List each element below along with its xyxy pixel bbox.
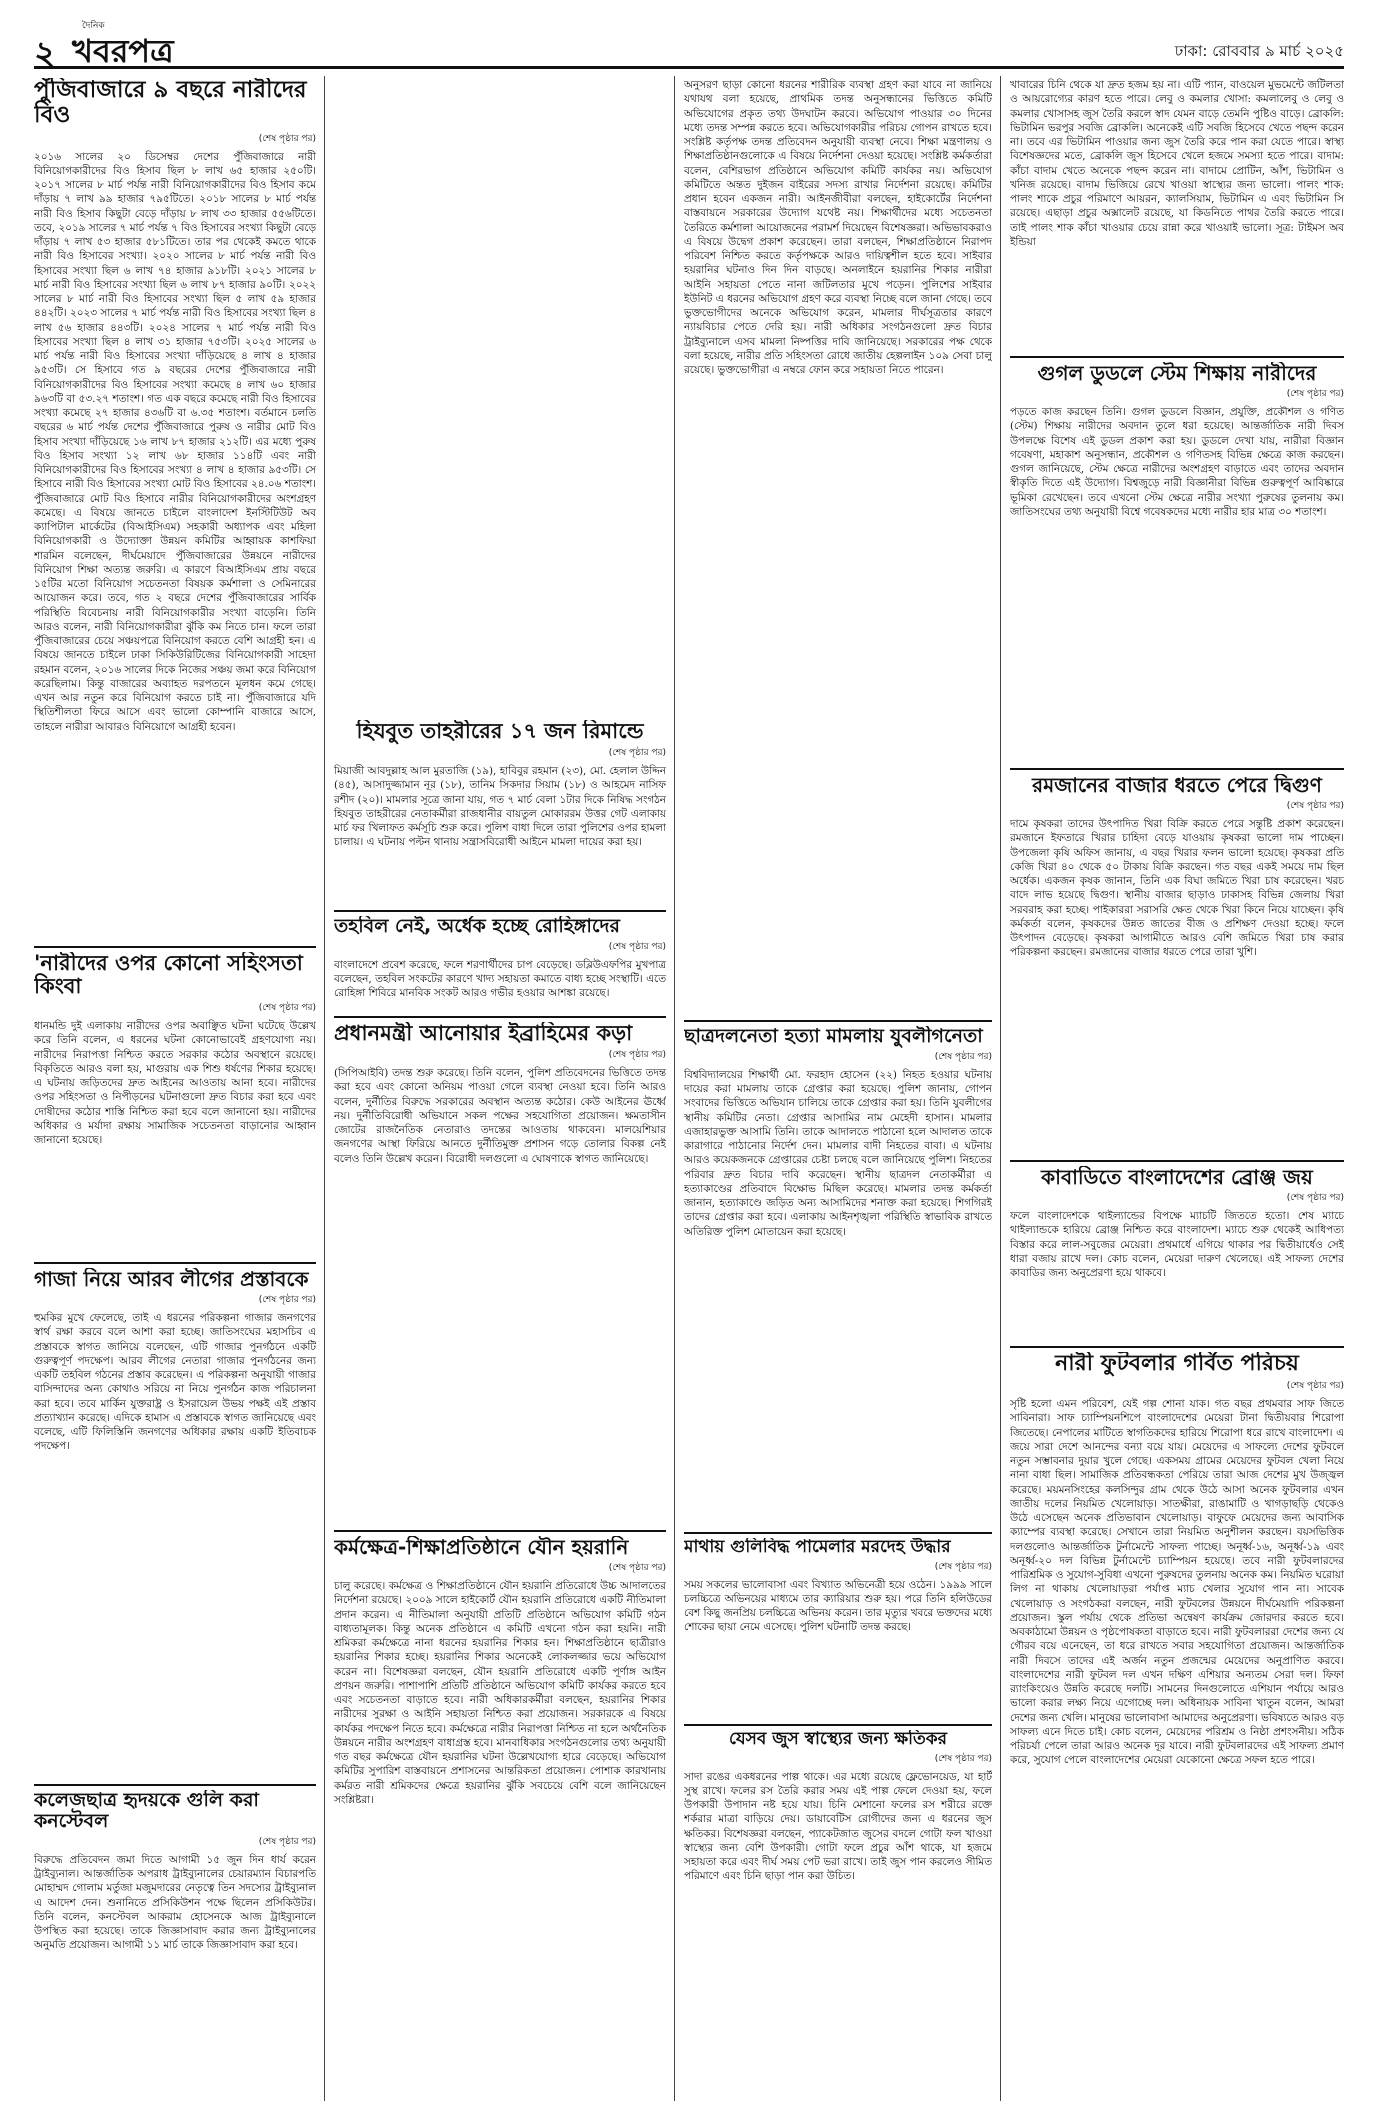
headline: প্রধানমন্ত্রী আনোয়ার ইব্রাহিমের কড়া xyxy=(334,1022,633,1045)
article-football xyxy=(1010,1352,1344,2100)
article-ramadan xyxy=(1010,774,1344,1154)
article-divider xyxy=(334,1016,666,1018)
headline: কাবাডিতে বাংলাদেশের ব্রোঞ্জ জয় xyxy=(1041,1166,1313,1189)
headline: গুগল ডুডলে স্টেম শিক্ষায় নারীদের xyxy=(1037,362,1317,385)
article-body: ২০১৬ সালের ২০ ডিসেম্বর দেশের পুঁজিবাজারে নারী বিনিয়োগকারীদের বিও হিসাব ছিল ৮ লাখ ৬৫ হাজার ২৫০টি। ২০১৭ সালের ৮ মার্চ পর্যন্ত নারী বিনিয়োগকারীদের বিও হিসাব কমে দাঁড়ায় ৭ লাখ ৯৯ হাজার ৭৯৫টিতে। ২০১৮ সালের ৮ মার্চ পর্যন্ত নারী বিও হিসাব কিছুটা বেড়ে দাঁড়ায় ৮ লাখ ৩৩ হাজার ৫৫৬টিতে। তবে, ২০১৯ সালের ৭ মার্চ পর্যন্ত ৭ বিও হিসাবের সংখ্যা কিছুটা বেড়ে দাঁড়ায় ৭ লাখ ৫৩ হাজার ৫৮১টিতে। তার পর থেকেই কমতে থাকে নারী বিও হিসাবের সংখ্যা। ২০২০ সালের ৮ মার্চ পর্যন্ত নারী বিও হিসাবের সংখ্যা ছিল ৬ লাখ ৭৪ হাজার ৯১৮টি। ২০২১ সালের ৮ মার্চ নারী বিও হিসাবের সংখ্যা ছিল ৬ লাখ ৮৭ হাজার ৯০টি। ২০২২ সালের ৮ মার্চ নারী বিও হিসাবের সংখ্যা ছিল ৫ লাখ ৫৯ হাজার ৪৪২টি। ২০২৩ সালের ৭ মার্চ পর্যন্ত নারী বিও হিসাবের সংখ্যা ছিল ৪ লাখ ৫৬ হাজার ৪৪৩টি। ২০২৪ সালের ৭ মার্চ পর্যন্ত নারী বিও হিসাবের সংখ্যা ছিল ৪ লাখ ৩১ হাজার ৭৫৩টি। ২০২৫ সালের ৬ মার্চ পর্যন্ত নারী বিও হিসাবের সংখ্যা দাঁড়িয়েছে ৪ লাখ ৪ হাজার ৯৫৩টি। সে হিসাবে গত ৯ বছরের দেশের পুঁজিবাজারে নারী বিনিয়োগকারীদের বিও হিসাবের সংখ্যা কমেছে ৪ লাখ ৬০ হাজার ৯৬৩টি বা ৫৩.২৭ শতাংশ। গত এক বছরে কমেছে নারী বিও হিসাবের সংখ্যা কমেছে ২৭ হাজার ৪৩৬টি বা ৬.৩৫ শতাংশ। বর্তমানে চলতি বছরের ৬ মার্চ পর্যন্ত দেশের পুঁজিবাজারে পুরুষ ও নারীর মোট বিও হিসাব সংখ্যা দাঁড়িয়েছে ১৬ লাখ ৮৭ হাজার ২১২টি। এর মধ্যে পুরুষ বিও হিসাব সংখ্যা ১২ লাখ ৬৮ হাজার ১১৪টি এবং নারী বিনিয়োগকারীদের বিও হিসাবের সংখ্যা ৪ লাখ ৪ হাজার ৯৫৩টি। সে হিসাবে নারী বিও হিসাবের সংখ্যা মোট বিও হিসাবের ২৪.০৬ শতাংশ। পুঁজিবাজারে মোট বিও হিসাবে নারীর বিনিয়োগকারীদের অংশগ্রহণ কমেছে। এ বিষয়ে জানতে চাইলে বাংলাদেশ ইনস্টিটিউট অব ক্যাপিটাল মার্কেটের (বিআইসিএম) সহকারী অধ্যাপক এবং মহিলা বিনিয়োগকারী ও উদ্যোক্তা উন্নয়ন কমিটির আহ্বায়ক কাশফিয়া শারমিন বলেছেন, দীর্ঘমেয়াদে পুঁজিবাজারের উন্নয়নে নারীদের বিনিয়োগ শিক্ষা অত্যন্ত জরুরি। এ কারণে বিআইসিএম প্রায় বছরে ১৫টির মতো বিনিয়োগ সচেতনতা বিষয়ক কর্মশালা ও সেমিনারের আয়োজন করে। তবে, গত ২ বছরে দেশের পুঁজিবাজারের সার্বিক পরিস্থিতি বিবেচনায় নারী বিনিয়োগকারীর সংখ্যা বাড়েনি। তিনি আরও বলেন, নারী বিনিয়োগকারীরা ঝুঁকি কম নিতে চান। ফলে তারা পুঁজিবাজারের চেয়ে সঞ্চয়পত্রে বিনিয়োগ করতে বেশি আগ্রহী হন। এ বিষয়ে জানতে চাইলে ঢাকা সিকিউরিটিজের বিনিয়োগকারী সাহেদা রহমান বলেন, ২০১৬ সালের দিকে নিজের সঞ্চয় জমা করে বিনিয়োগ করেছিলাম। কিন্তু বাজারের অব্যাহত দরপতনে মূলধন কমে গেছে। এখন আর নতুন করে বিনিয়োগ করতে চাই না। পুঁজিবাজারে যদি স্থিতিশীলতা ফিরে আসে এবং ভালো কোম্পানি বাজারে আসে, তাহলে নারীরা আবারও বিনিয়োগে আগ্রহী হবেন। xyxy=(34,150,316,733)
headline: পুঁজিবাজারে ৯ বছরে নারীদের বিও xyxy=(34,78,307,129)
article-body: সময় সকলের ভালোবাসা এবং বিখ্যাত অভিনেত্রী হয়ে ওঠেন। ১৯৯৯ সালে চলচ্চিত্রে অভিনয়ের মাধ্যমে তার ক্যারিয়ার শুরু হয়। পরে তিনি হলিউডের বেশ কিছু জনপ্রিয় চলচ্চিত্রে অভিনয় করেন। তার মৃত্যুর খবরে ভক্তদের মধ্যে শোকের ছায়া নেমে এসেছে। পুলিশ ঘটনাটি তদন্ত করছে। xyxy=(684,1578,992,1634)
article-body: সাদা রঙের একধরনের পাল্প থাকে। এর মধ্যে রয়েছে ফ্লেভোনয়েড, যা হার্ট সুস্থ রাখে। ফলের রস তৈরি করার সময় এই পাল্প ফেলে দেওয়া হয়, ফলে উপকারী উপাদান নষ্ট হয়ে যায়। চিনি মেশানো ফলের রস শরীরে রক্তে শর্করার মাত্রা বাড়িয়ে দেয়। ডায়াবেটিস রোগীদের জন্য এ ধরনের জুস ক্ষতিকর। বিশেষজ্ঞরা বলছেন, প্যাকেটজাত জুসের বদলে গোটা ফল খাওয়া স্বাস্থ্যের জন্য বেশি উপকারী। গোটা ফলে প্রচুর আঁশ থাকে, যা হজমে সহায়তা করে এবং দীর্ঘ সময় পেট ভরা রাখে। তাই জুস পান করলেও সীমিত পরিমাণে এবং চিনি ছাড়া পান করা উচিত। xyxy=(684,1770,992,1883)
continued-label: (শেষ পৃষ্ঠার পর) xyxy=(608,1563,666,1573)
article-pamela xyxy=(684,1538,992,1718)
masthead xyxy=(34,21,1344,74)
article-divider xyxy=(684,1020,992,1022)
paper-logo: খবরপত্র xyxy=(72,32,174,70)
article-divider xyxy=(1010,356,1344,358)
article-body: সৃষ্টি হলো এমন পরিবেশ, যেই গল্প শোনা যাক। গত বছর প্রথমবার সাফ জিতে সাবিনারা। সাফ চ্যাম্পিয়নশিপে বাংলাদেশের মেয়েরা টানা দ্বিতীয়বার শিরোপা জিতেছে। নেপালের মাটিতে স্বাগতিকদের হারিয়ে শিরোপা ধরে রাখে বাংলাদেশ। এ জয়ে সারা দেশে আনন্দের বন্যা বয়ে যায়। মেয়েদের এ সাফল্যে দেশের ফুটবলে নতুন সম্ভাবনার দুয়ার খুলে গেছে। একসময় গ্রামের মেয়েদের ফুটবল খেলা নিয়ে নানা বাধা ছিল। সামাজিক প্রতিবন্ধকতা পেরিয়ে তারা আজ দেশের মুখ উজ্জ্বল করেছে। ময়মনসিংহের কলসিন্দুর গ্রাম থেকে উঠে আসা অনেক ফুটবলার এখন জাতীয় দলের নিয়মিত খেলোয়াড়। সাতক্ষীরা, রাঙামাটি ও খাগড়াছড়ি থেকেও উঠে এসেছেন অনেক প্রতিভাবান খেলোয়াড়। বাফুফে মেয়েদের জন্য আবাসিক ক্যাম্পের ব্যবস্থা করেছে। সেখানে তারা নিয়মিত অনুশীলন করছেন। বয়সভিত্তিক দলগুলোও আন্তর্জাতিক টুর্নামেন্টে সাফল্য পাচ্ছে। অনূর্ধ্ব-১৬, অনূর্ধ্ব-১৯ এবং অনূর্ধ্ব-২০ দল বিভিন্ন টুর্নামেন্টে চ্যাম্পিয়ন হয়েছে। তবে নারী ফুটবলারদের পারিশ্রমিক ও সুযোগ-সুবিধা এখনো পুরুষদের তুলনায় অনেক কম। নিয়মিত ঘরোয়া লিগ না থাকায় খেলোয়াড়রা পর্যাপ্ত ম্যাচ খেলার সুযোগ পান না। সাবেক খেলোয়াড় ও সংগঠকরা বলছেন, নারী ফুটবলের উন্নয়নে দীর্ঘমেয়াদি পরিকল্পনা প্রয়োজন। স্কুল পর্যায় থেকে প্রতিভা অন্বেষণ কার্যক্রম জোরদার করতে হবে। অবকাঠামো উন্নয়ন ও পৃষ্ঠপোষকতা বাড়াতে হবে। নারী ফুটবলাররা দেশের জন্য যে গৌরব বয়ে এনেছেন, তা ধরে রাখতে সবার সহযোগিতা প্রয়োজন। আন্তর্জাতিক নারী দিবসে তাদের এই অর্জন নতুন প্রজন্মের মেয়েদের অনুপ্রাণিত করবে। বাংলাদেশের নারী ফুটবল দল এখন দক্ষিণ এশিয়ার অন্যতম সেরা দল। ফিফা র‌্যাংকিংয়েও উন্নতি করেছে দলটি। সামনের দিনগুলোতে এশিয়ান পর্যায়ে আরও ভালো করার লক্ষ্য নিয়ে এগোচ্ছে দল। অধিনায়ক সাবিনা খাতুন বলেন, আমরা দেশের জন্য খেলি। মানুষের ভালোবাসা আমাদের অনুপ্রেরণা। ভবিষ্যতে আরও বড় সাফল্য এনে দিতে চাই। কোচ বলেন, মেয়েদের পরিশ্রম ও নিষ্ঠা প্রশংসনীয়। সঠিক পরিচর্যা পেলে তারা আরও অনেক দূর যাবে। নারী ফুটবলারদের এই সাফল্য প্রমাণ করে, সুযোগ পেলে বাংলাদেশের মেয়েরা যেকোনো ক্ষেত্রে সফল হতে পারে। xyxy=(1010,1398,1344,1767)
article-divider xyxy=(1010,768,1344,770)
article-divider xyxy=(1010,1346,1344,1348)
article-divider xyxy=(334,910,666,912)
continued-label: (শেষ পৃষ্ঠার পর) xyxy=(1286,801,1344,811)
column-rule xyxy=(674,76,675,2101)
article-nutrition xyxy=(1010,78,1344,350)
headline: হিযবুত তাহরীরের ১৭ জন রিমান্ডে xyxy=(356,720,644,743)
continued-label: (শেষ পৃষ্ঠার পর) xyxy=(934,1753,992,1764)
article-body: ফলে বাংলাদেশকে থাইল্যান্ডের বিপক্ষে ম্যাচটি জিততে হতো। শেষ ম্যাচে থাইল্যান্ডকে হারিয়ে ব্রোঞ্জ নিশ্চিত করে বাংলাদেশ। ম্যাচে শুরু থেকেই আধিপত্য বিস্তার করে লাল-সবুজের মেয়েরা। প্রথমার্ধে এগিয়ে থাকার পর দ্বিতীয়ার্ধেও সেই ধারা বজায় রাখে দল। কোচ বলেন, মেয়েরা দারুণ খেলেছে। এই সাফল্য দেশের কাবাডির জন্য অনুপ্রেরণা হয়ে থাকবে। xyxy=(1010,1210,1344,1279)
article-divider xyxy=(684,1532,992,1534)
article-pm xyxy=(334,1022,666,1522)
article-college xyxy=(34,1790,316,2100)
headline: ছাত্রদলনেতা হত্যা মামলায় যুবলীগনেতা xyxy=(684,1026,983,1047)
article-body: (সিপিআইবি) তদন্ত শুরু করেছে। তিনি বলেন, পুলিশ প্রতিবেদনের ভিত্তিতে তদন্ত করা হবে এবং কোনো অনিয়ম পাওয়া গেলে ব্যবস্থা নেওয়া হবে। তিনি আরও বলেন, দুর্নীতির বিরুদ্ধে সরকারের অবস্থান অত্যন্ত কঠোর। কেউ আইনের ঊর্ধ্বে নয়। দুর্নীতিবিরোধী অভিযানে সকল পক্ষের সহযোগিতা প্রয়োজন। ক্ষমতাসীন জোটের রাজনৈতিক নেতারাও তদন্তের আওতায় থাকবেন। মালয়েশিয়ার জনগণের আস্থা ফিরিয়ে আনতে দুর্নীতিমুক্ত প্রশাসন গড়ে তোলার বিকল্প নেই বলেও তিনি উল্লেখ করেন। বিরোধী দলগুলো এ ঘোষণাকে স্বাগত জানিয়েছে। xyxy=(334,1067,666,1165)
headline: মাথায় গুলিবিদ্ধ পামেলার মরদেহ উদ্ধার xyxy=(684,1538,951,1557)
article-divider xyxy=(34,1784,316,1786)
headline: কলেজছাত্র হৃদয়কে গুলি করা কনস্টেবল xyxy=(34,1790,259,1832)
page-number: ২ xyxy=(34,34,57,74)
continued-label: (শেষ পৃষ্ঠার পর) xyxy=(608,748,666,759)
article-body: চালু করেছে। কর্মক্ষেত্র ও শিক্ষাপ্রতিষ্ঠানে যৌন হয়রানি প্রতিরোধে উচ্চ আদালতের নির্দেশনা রয়েছে। ২০০৯ সালে হাইকোর্ট যৌন হয়রানি প্রতিরোধে একটি নীতিমালা প্রদান করেন। এ নীতিমালা অনুযায়ী প্রতিটি প্রতিষ্ঠানে অভিযোগ কমিটি গঠন বাধ্যতামূলক। কিন্তু অনেক প্রতিষ্ঠানে এ কমিটি এখনো গঠন করা হয়নি। নারী শ্রমিকরা কর্মক্ষেত্রে নানা ধরনের হয়রানির শিকার হন। শিক্ষাপ্রতিষ্ঠানে ছাত্রীরাও হয়রানির শিকার হচ্ছে। হয়রানির শিকার অনেকেই লোকলজ্জার ভয়ে অভিযোগ করেন না। বিশেষজ্ঞরা বলছেন, যৌন হয়রানি প্রতিরোধে একটি পূর্ণাঙ্গ আইন প্রণয়ন জরুরি। পাশাপাশি প্রতিটি প্রতিষ্ঠানে অভিযোগ কমিটি কার্যকর করতে হবে এবং সচেতনতা বাড়াতে হবে। নারী অধিকারকর্মীরা বলছেন, হয়রানির শিকার নারীদের সুরক্ষা ও আইনি সহায়তা নিশ্চিত করা প্রয়োজন। সরকারকে এ বিষয়ে কার্যকর পদক্ষেপ নিতে হবে। কর্মক্ষেত্রে নারীর নিরাপত্তা নিশ্চিত না হলে অর্থনৈতিক উন্নয়নে নারীর অংশগ্রহণ বাধাগ্রস্ত হবে। মানবাধিকার সংগঠনগুলোর তথ্য অনুযায়ী গত বছর কর্মক্ষেত্রে যৌন হয়রানির ঘটনা উল্লেখযোগ্য হারে বেড়েছে। অভিযোগ কমিটির সুপারিশ বাস্তবায়নে প্রশাসনের আন্তরিকতা প্রয়োজন। পোশাক কারখানায় কর্মরত নারী শ্রমিকদের ক্ষেত্রে হয়রানির ঝুঁকি সবচেয়ে বেশি বলে জানিয়েছেন সংশ্লিষ্টরা। xyxy=(334,1580,666,1806)
article-body: অনুসরণ ছাড়া কোনো ধরনের শারীরিক ব্যবস্থা গ্রহণ করা যাবে না জানিয়ে যথাযথ বলা হয়েছে, প্রাথমিক তদন্ত অনুসন্ধানের ভিত্তিতে কমিটি অভিযোগের প্রকৃত তথ্য উদঘাটন করবে। অভিযোগ পাওয়ার ৩০ দিনের মধ্যে তদন্ত সম্পন্ন করতে হবে। অভিযোগকারীর পরিচয় গোপন রাখতে হবে। সংশ্লিষ্ট কর্তৃপক্ষ তদন্ত প্রতিবেদন অনুযায়ী ব্যবস্থা নেবে। শিক্ষা মন্ত্রণালয় ও শিক্ষাপ্রতিষ্ঠানগুলোকে এ বিষয়ে নির্দেশনা দেওয়া হয়েছে। সংশ্লিষ্ট কর্মকর্তারা বলেন, বেশিরভাগ প্রতিষ্ঠানে অভিযোগ কমিটি কার্যকর নয়। অভিযোগ কমিটিতে অন্তত দুইজন বাইরের সদস্য রাখার নির্দেশনা রয়েছে। কমিটির প্রধান হবেন একজন নারী। আইনজীবীরা বলছেন, হাইকোর্টের নির্দেশনা বাস্তবায়নে সরকারের উদ্যোগ যথেষ্ট নয়। শিক্ষার্থীদের মধ্যে সচেতনতা তৈরিতে কর্মশালা আয়োজনের পরামর্শ দিয়েছেন বিশেষজ্ঞরা। অভিভাবকরাও এ বিষয়ে উদ্বেগ প্রকাশ করেছেন। তারা বলছেন, শিক্ষাপ্রতিষ্ঠানে নিরাপদ পরিবেশ নিশ্চিত করতে কর্তৃপক্ষকে আরও দায়িত্বশীল হতে হবে। সাইবার হয়রানির ঘটনাও দিন দিন বাড়ছে। অনলাইনে হয়রানির শিকার নারীরা আইনি সহায়তা পেতে নানা জটিলতার মুখে পড়েন। পুলিশের সাইবার ইউনিট এ ধরনের অভিযোগ গ্রহণ করে ব্যবস্থা নিচ্ছে বলে জানা গেছে। তবে ভুক্তভোগীদের অনেকে অভিযোগ করেন, মামলার দীর্ঘসূত্রতার কারণে ন্যায়বিচার পেতে দেরি হয়। নারী অধিকার সংগঠনগুলো দ্রুত বিচার ট্রাইব্যুনালে এসব মামলা নিষ্পত্তির দাবি জানিয়েছে। সরকারের পক্ষ থেকে বলা হয়েছে, নারীর প্রতি সহিংসতা রোধে জাতীয় হেল্পলাইন ১০৯ সেবা চালু রয়েছে। ভুক্তভোগীরা এ নম্বরে ফোন করে সহায়তা নিতে পারেন। xyxy=(684,79,992,376)
column-rule xyxy=(1000,76,1001,2101)
article-body: হুমকির মুখে ফেলেছে, তাই এ ধরনের পরিকল্পনা গাজার জনগণের স্বার্থ রক্ষা করবে বলে আশা করা হচ্ছে। জাতিসংঘের মহাসচিব এ প্রস্তাবকে স্বাগত জানিয়ে বলেছেন, এটি গাজার পুনর্গঠনে একটি গুরুত্বপূর্ণ পদক্ষেপ। আরব লীগের নেতারা গাজার পুনর্গঠনের জন্য একটি তহবিল গঠনের প্রস্তাব করেছেন। এ পরিকল্পনা অনুযায়ী গাজার বাসিন্দাদের অন্য কোথাও সরিয়ে না নিয়ে পুনর্গঠন কাজ পরিচালনা করা হবে। তবে মার্কিন যুক্তরাষ্ট্র ও ইসরায়েল উভয় পক্ষই এই প্রস্তাব প্রত্যাখ্যান করেছে। এদিকে হামাস এ প্রস্তাবকে স্বাগত জানিয়েছে এবং বলেছে, এটি ফিলিস্তিনি জনগণের অধিকার রক্ষায় একটি ইতিবাচক পদক্ষেপ। xyxy=(34,1312,316,1453)
article-divider xyxy=(34,1262,316,1264)
paper-name-small: দৈনিক xyxy=(82,21,105,31)
headline: নারী ফুটবলার গর্বিত পরিচয় xyxy=(1055,1352,1299,1376)
headline: কর্মক্ষেত্র-শিক্ষাপ্রতিষ্ঠানে যৌন হয়রানি xyxy=(334,1536,629,1559)
article-body: বাংলাদেশে প্রবেশ করেছে, ফলে শরণার্থীদের চাপ বেড়েছে। ডব্লিউএফপির মুখপাত্র বলেছেন, তহবিল সংকটের কারণে খাদ্য সহায়তা কমাতে বাধ্য হচ্ছে সংস্থাটি। এতে রোহিঙ্গা শিবিরে মানবিক সংকট আরও গভীর হওয়ার আশঙ্কা রয়েছে। xyxy=(334,958,666,1000)
headline: গাজা নিয়ে আরব লীগের প্রস্তাবকে xyxy=(34,1268,309,1291)
article-divider xyxy=(684,1724,992,1726)
article-juice xyxy=(684,1730,992,2100)
article-body: খাবারের চিনি থেকে যা দ্রুত হজম হয় না। এটি প্যান, বাওয়েল মুভমেন্টে জটিলতা ও আয়রোগ্যের কারণ হতে পারে। লেবু ও কমলার খোসা: কমলালেবু ও লেবু ও কমলার খোসাসহ জুস তৈরি করলে স্বাদ যেমন বাড়ে তেমনি পুষ্টিও বাড়ে। ব্রোকলি: ভিটামিন ভরপুর সবজি ব্রোকলি। অনেকেই এটি সবজি হিসেবে খেতে পছন্দ করেন না। তবে এর ভিটামিন পাওয়ার জন্য জুস তৈরি করে পান করা যেতে পারে। স্বাস্থ্য বিশেষজ্ঞদের মতে, ব্রোকলি জুস হিসেবে খেলে হজমে সমস্যা হতে পারে। বাদাম: কাঁচা বাদাম খেতে অনেকে পছন্দ করেন না। বাদামে প্রোটিন, আঁশ, ভিটামিন ও খনিজ রয়েছে। বাদাম ভিজিয়ে রেখে খাওয়া স্বাস্থ্যের জন্য ভালো। পালং শাক: পালং শাকে প্রচুর পরিমাণে আয়রন, ক্যালসিয়াম, ভিটামিন এ এবং ভিটামিন সি রয়েছে। এছাড়া প্রচুর অক্সালেট রয়েছে, যা কিডনিতে পাথর তৈরি করতে পারে। তাই পালং শাক কাঁচা খাওয়ার চেয়ে রান্না করে খাওয়াই ভালো। সূত্র: টাইমস অব ইন্ডিয়া xyxy=(1010,79,1344,248)
article-hizbut xyxy=(334,720,666,900)
continued-label: (শেষ পৃষ্ঠার পর) xyxy=(608,1050,666,1061)
headline: তহবিল নেই, অর্ধেক হচ্ছে রোহিঙ্গাদের xyxy=(334,916,620,937)
headline: 'নারীদের ওপর কোনো সহিংসতা কিংবা xyxy=(34,952,303,999)
continued-label: (শেষ পৃষ্ঠার পর) xyxy=(934,1561,992,1572)
dateline: ঢাকা: রোববার ৯ মার্চ ২০২৫ xyxy=(1174,42,1344,60)
article-victims xyxy=(684,78,992,1018)
article-body: মিয়াজী আবদুল্লাহ আল মুরতাজি (১৯), হাবিবুর রহমান (২৩), মো. হেলাল উদ্দিন (৪৫), আসাদুজ্জামান নূর (১৮), তানিম সিকদার সিয়াম (১৮) ও আহমেদ নাসিফ রশীদ (২০)। মামলার সূত্রে জানা যায়, গত ৭ মার্চ বেলা ১টার দিকে নিষিদ্ধ সংগঠন হিযবুত তাহরীরের নেতাকর্মীরা রাজধানীর বায়তুল মোকাররম উত্তর গেট এলাকায় মার্চ ফর খিলাফত কর্মসূচি শুরু করে। পুলিশ বাধা দিলে তারা পুলিশের ওপর হামলা চালায়। এ ঘটনায় পল্টন থানায় সন্ত্রাসবিরোধী আইনে মামলা দায়ের করা হয়। xyxy=(334,765,666,849)
continued-label: (শেষ পৃষ্ঠার পর) xyxy=(258,1295,316,1305)
continued-label: (শেষ পৃষ্ঠার পর) xyxy=(1286,1381,1344,1392)
article-body: বিরুদ্ধে প্রতিবেদন জমা দিতে আগামী ১৫ জুন দিন ধার্য করেন ট্রাইব্যুনাল। আন্তর্জাতিক অপরাধ ট্রাইব্যুনালের চেয়ারম্যান বিচারপতি মোহাম্মদ গোলাম মর্তুজা মজুমদারের নেতৃত্বে তিন সদস্যের ট্রাইব্যুনাল এ আদেশ দেন। শুনানিতে প্রসিকিউশন পক্ষে ছিলেন প্রসিকিউটর। তিনি বলেন, কনস্টেবল আকরাম হোসেনকে আজ ট্রাইব্যুনালে উপস্থিত করা হয়েছে। তাকে জিজ্ঞাসাবাদ করার জন্য ট্রাইব্যুনালের অনুমতি প্রয়োজন। আগামী ১১ মার্চ তাকে জিজ্ঞাসাবাদ করা হবে। xyxy=(34,1853,316,1952)
headline: যেসব জুস স্বাস্থ্যের জন্য ক্ষতিকর xyxy=(728,1730,948,1749)
article-divider xyxy=(334,1530,666,1532)
continued-label: (শেষ পৃষ্ঠার পর) xyxy=(258,1836,316,1847)
continued-label: (শেষ পৃষ্ঠার পর) xyxy=(1286,1193,1344,1203)
continued-label: (শেষ পৃষ্ঠার পর) xyxy=(258,133,316,144)
article-gaza xyxy=(34,1268,316,1768)
article-kabaddi xyxy=(1010,1166,1344,1341)
article-nari xyxy=(34,952,316,1252)
headline: রমজানের বাজার ধরতে পেরে দ্বিগুণ xyxy=(1032,774,1322,797)
continued-label: (শেষ পৃষ্ঠার পর) xyxy=(934,1051,992,1062)
article-divider xyxy=(1010,1160,1344,1162)
article-body: ধানমন্ডি দুই এলাকায় নারীদের ওপর অবাঞ্ছিত ঘটনা ঘটেছে উল্লেখ করে তিনি বলেন, এ ধরনের ঘটনা কোনোভাবেই গ্রহণযোগ্য নয়। নারীদের নিরাপত্তা নিশ্চিত করতে সরকার কঠোর অবস্থানে রয়েছে। বিকৃতিতে আরও বলা হয়, মাগুরায় এক শিশু ধর্ষণের শিকার হয়েছে। এ ঘটনায় জড়িতদের দ্রুত আইনের আওতায় আনা হবে। নারীদের ওপর সহিংসতা ও নিপীড়নের ঘটনাগুলো দ্রুত বিচার করা হবে এবং দোষীদের কঠোর শাস্তি নিশ্চিত করা হবে বলে জানানো হয়। নারীদের অধিকার ও মর্যাদা রক্ষায় সামাজিক সচেতনতা বাড়ানোর আহ্বান জানানো হয়েছে। xyxy=(34,1020,316,1147)
article-bio xyxy=(34,78,316,938)
article-google xyxy=(1010,362,1344,762)
article-rohingya xyxy=(334,916,666,1006)
continued-label: (শেষ পৃষ্ঠার পর) xyxy=(258,1003,316,1014)
article-body: বিশ্ববিদ্যালয়ের শিক্ষার্থী মো. ফরহাদ হোসেন (২২) নিহত হওয়ার ঘটনায় দায়ের করা মামলায় তাকে গ্রেপ্তার করা হয়েছে। পুলিশ জানায়, গোপন সংবাদের ভিত্তিতে অভিযান চালিয়ে তাকে গ্রেপ্তার করা হয়। তিনি যুবলীগের স্থানীয় কমিটির নেতা। গ্রেপ্তার আসামির নাম মেহেদী হাসান। মামলার এজাহারভুক্ত আসামি তিনি। তাকে আদালতে পাঠানো হলে আদালত তাকে কারাগারে পাঠানোর নির্দেশ দেন। মামলার বাদী নিহতের বাবা। এ ঘটনায় আরও কয়েকজনকে গ্রেপ্তারের চেষ্টা চলছে বলে জানিয়েছে পুলিশ। নিহতের পরিবার দ্রুত বিচার দাবি করেছেন। স্থানীয় ছাত্রদল নেতাকর্মীরা এ হত্যাকাণ্ডের প্রতিবাদে বিক্ষোভ মিছিল করেছে। মামলার তদন্ত কর্মকর্তা জানান, হত্যাকাণ্ডে জড়িত অন্য আসামিদের শনাক্ত করা হয়েছে। শিগগিরই তাদের গ্রেপ্তার করা হবে। এলাকায় আইনশৃঙ্খলা পরিস্থিতি স্বাভাবিক রাখতে অতিরিক্ত পুলিশ মোতায়েন করা হয়েছে। xyxy=(684,1068,992,1238)
continued-label: (শেষ পৃষ্ঠার পর) xyxy=(608,941,666,952)
article-workplace xyxy=(334,1536,666,2101)
column-rule xyxy=(324,76,325,2101)
article-divider xyxy=(34,946,316,948)
article-body: দামে কৃষকরা তাদের উৎপাদিত খিরা বিক্রি করতে পেরে সন্তুষ্টি প্রকাশ করেছেন। রমজানে ইফতারে খিরার চাহিদা বেড়ে যাওয়ায় কৃষকরা ভালো দাম পাচ্ছেন। উপজেলা কৃষি অফিস জানায়, এ বছর খিরার ফলন ভালো হয়েছে। কৃষকরা প্রতি কেজি খিরা ৪০ থেকে ৫০ টাকায় বিক্রি করছেন। গত বছর একই সময়ে দাম ছিল অর্ধেক। একজন কৃষক জানান, তিনি এক বিঘা জমিতে খিরা চাষ করেছেন। খরচ বাদে লাভ হয়েছে দ্বিগুণ। স্থানীয় বাজার ছাড়াও ঢাকাসহ বিভিন্ন জেলায় খিরা সরবরাহ করা হচ্ছে। পাইকাররা সরাসরি ক্ষেত থেকে খিরা কিনে নিয়ে যাচ্ছেন। কৃষি কর্মকর্তা বলেন, কৃষকদের উন্নত জাতের বীজ ও প্রশিক্ষণ দেওয়া হচ্ছে। ফলে উৎপাদন বেড়েছে। কৃষকরা আগামীতে আরও বেশি জমিতে খিরা চাষ করার পরিকল্পনা করছেন। রমজানের বাজার ধরতে পেরে তারা খুশি। xyxy=(1010,818,1344,959)
continued-label: (শেষ পৃষ্ঠার পর) xyxy=(1286,389,1344,399)
article-student xyxy=(684,1026,992,1526)
article-body: পড়তে কাজ করছেন তিনি। গুগল ডুডলে বিজ্ঞান, প্রযুক্তি, প্রকৌশল ও গণিত (স্টেম) শিক্ষায় নারীদের অবদান তুলে ধরা হয়েছে। আন্তর্জাতিক নারী দিবস উপলক্ষে বিশেষ এই ডুডল প্রকাশ করা হয়। ডুডলে দেখা যায়, নারীরা বিজ্ঞান গবেষণা, মহাকাশ অনুসন্ধান, প্রকৌশল ও গণিতসহ বিভিন্ন ক্ষেত্রে কাজ করছেন। গুগল জানিয়েছে, স্টেম ক্ষেত্রে নারীদের অংশগ্রহণ বাড়াতে এবং তাদের অবদান স্বীকৃতি দিতে এই উদ্যোগ। বিশ্বজুড়ে নারী বিজ্ঞানীরা বিভিন্ন গুরুত্বপূর্ণ আবিষ্কারে ভূমিকা রেখেছেন। তবে এখনো স্টেম ক্ষেত্রে নারীর সংখ্যা পুরুষের তুলনায় কম। জাতিসংঘের তথ্য অনুযায়ী বিশ্বে গবেষকদের মধ্যে নারীর হার মাত্র ৩০ শতাংশ। xyxy=(1010,406,1344,518)
